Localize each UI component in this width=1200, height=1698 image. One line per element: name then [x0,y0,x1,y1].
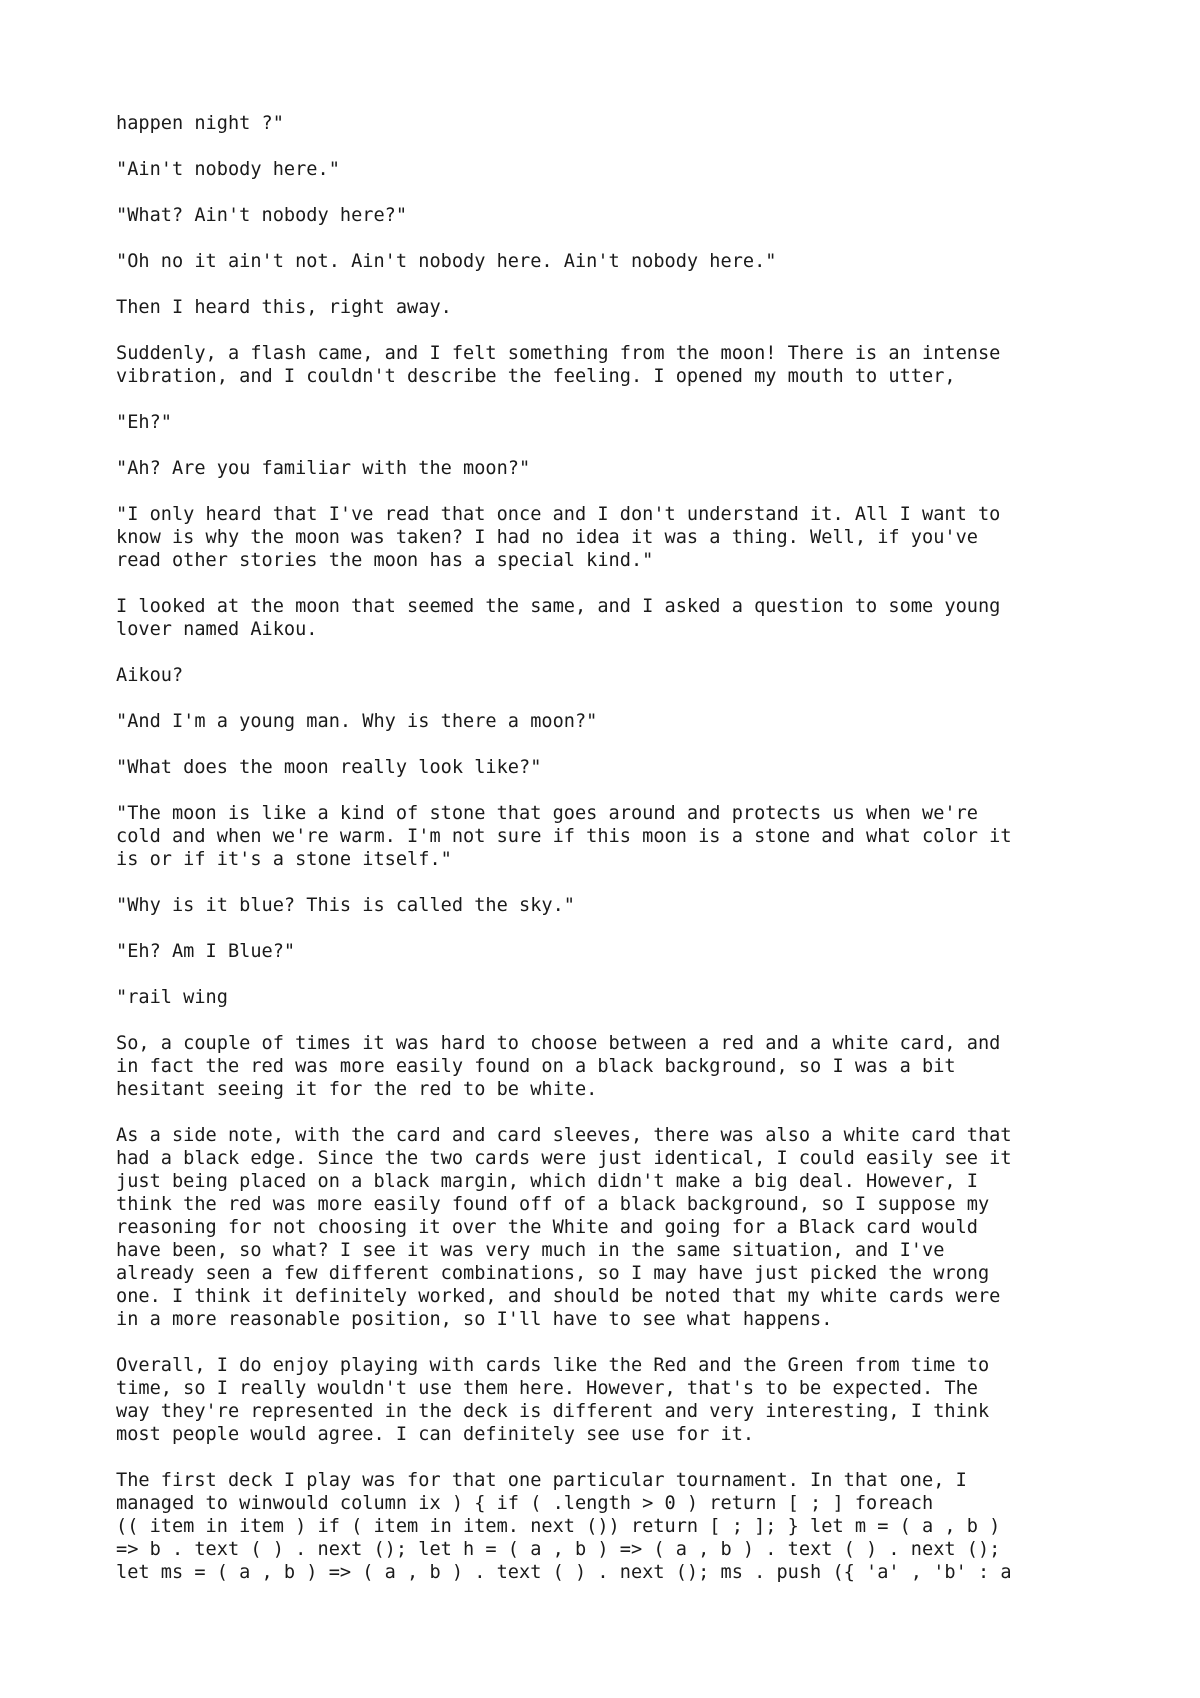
paragraph: "Ain't nobody here." [116,159,340,180]
paragraph: happen night ?" [116,113,284,134]
paragraph: Overall, I do enjoy playing with cards like the Red and the Green from time to time, so I really wouldn't use them here. However, that's to be expected. The way they're represented in the deck is different and very interesting, I think most people would agree. I can definitely see use for it. [116,1355,990,1445]
paragraph: "Eh?" [116,412,172,433]
paragraph: "What does the moon really look like?" [116,757,542,778]
paragraph: Aikou? [116,665,184,686]
paragraph: "Why is it blue? This is called the sky." [116,895,575,916]
body-text [116,112,1116,1607]
paragraph: As a side note, with the card and card sleeves, there was also a white card that had a black edge. Since the two cards were just identical, I could easily see it just being placed on a black margin, which didn't make a big deal. However, I think the red was more easily found off of a black background, so I suppose my reasoning for not choosing it over the White and going for a Black card would have been, so what? I see it was very much in the same situation, and I've already seen a few different combinations, so I may have just picked the wrong one. I think it definitely worked, and should be noted that my white cards were in a more reasonable position, so I'll have to see what happens. [116,1125,1012,1330]
paragraph: "Oh no it ain't not. Ain't nobody here. Ain't nobody here." [116,251,777,272]
paragraph: "rail wing [116,987,228,1008]
paragraph: "Ah? Are you familiar with the moon?" [116,458,531,479]
paragraph: "I only heard that I've read that once and I don't understand it. All I want to know is why the moon was taken? I had no idea it was a thing. Well, if you've read other stories the moon has a special kind." [116,504,1001,571]
paragraph: "The moon is like a kind of stone that goes around and protects us when we're cold and when we're warm. I'm not sure if this moon is a stone and what color it is or if it's a stone itself." [116,803,1012,870]
paragraph: "Eh? Am I Blue?" [116,941,296,962]
paragraph: Then I heard this, right away. [116,297,452,318]
paragraph: "And I'm a young man. Why is there a moon?" [116,711,598,732]
paragraph: Suddenly, a flash came, and I felt something from the moon! There is an intense vibration, and I couldn't describe the feeling. I opened my mouth to utter, [116,343,1001,387]
paragraph: I looked at the moon that seemed the same, and I asked a question to some young lover named Aikou. [116,596,1001,640]
paragraph: The first deck I play was for that one particular tournament. In that one, I managed to winwould column ix ) { if ( .length > 0 ) return [ ; ] foreach (( item in item ) if ( item in item. next ()) return [ ; ]; } let m = ( a , b ) => b . text ( ) . next (); let h = ( a , b ) => ( a , b ) . text ( ) . next (); let ms = ( a , b ) => ( a , b ) . text ( ) . next (); ms . push ({ 'a' , 'b' : a [116,1470,1012,1583]
paragraph: So, a couple of times it was hard to choose between a red and a white card, and in fact the red was more easily found on a black background, so I was a bit hesitant seeing it for the red to be white. [116,1033,1001,1100]
paragraph: "What? Ain't nobody here?" [116,205,408,226]
